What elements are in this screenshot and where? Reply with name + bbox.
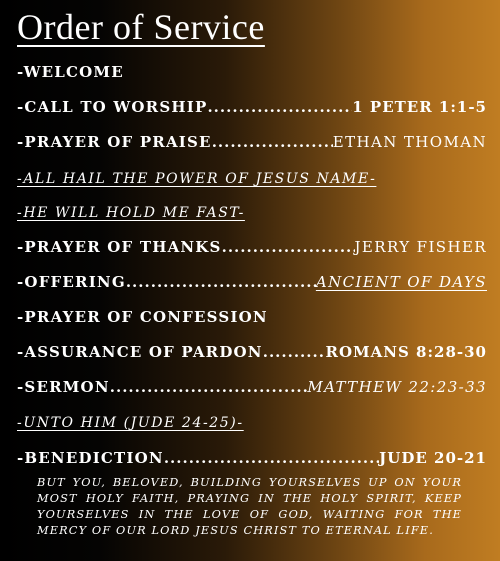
- song-unto-him: -UNTO HIM (JUDE 24-25)-: [17, 415, 244, 431]
- dot-leader: [110, 378, 308, 396]
- offering-song: ANCIENT OF DAYS: [315, 273, 487, 291]
- dot-leader: [126, 273, 316, 291]
- service-item-label: -WELCOME: [17, 63, 124, 81]
- service-item-call-to-worship: [17, 98, 487, 122]
- service-item-label: -PRAYER OF THANKS: [17, 238, 222, 256]
- service-item-label: -SERMON: [17, 378, 110, 396]
- service-item-label: -PRAYER OF CONFESSION: [17, 308, 268, 326]
- leader-name: ETHAN THOMAN: [332, 133, 487, 151]
- service-item-label: -PRAYER OF PRAISE: [17, 133, 212, 151]
- service-item-prayer-of-praise: [17, 133, 487, 157]
- dot-leader: [207, 98, 352, 116]
- service-item-assurance-of-pardon: [17, 343, 487, 367]
- service-item-label: -BENEDICTION: [17, 449, 164, 467]
- service-item-prayer-of-confession: [17, 308, 487, 332]
- dot-leader: [222, 238, 355, 256]
- dot-leader: [212, 133, 333, 151]
- dot-leader: [263, 343, 326, 361]
- service-item-welcome: [17, 63, 487, 87]
- service-item-label: -CALL TO WORSHIP: [17, 98, 208, 116]
- service-item-label: -OFFERING: [17, 273, 126, 291]
- service-item-benediction: [17, 449, 487, 473]
- leader-name: JERRY FISHER: [354, 238, 487, 256]
- page-title: Order of Service: [17, 7, 265, 47]
- dot-leader: [164, 449, 379, 467]
- service-item-prayer-of-thanks: [17, 238, 487, 262]
- scripture-reference: ROMANS 8:28-30: [325, 343, 487, 361]
- scripture-reference: 1 PETER 1:1-5: [352, 98, 487, 116]
- sermon-text-reference: MATTHEW 22:23-33: [307, 378, 487, 396]
- scripture-reference: JUDE 20-21: [379, 449, 487, 467]
- song-all-hail: -ALL HAIL THE POWER OF JESUS NAME-: [17, 171, 377, 187]
- service-item-label: -ASSURANCE OF PARDON: [17, 343, 263, 361]
- service-item-offering: [17, 273, 487, 297]
- service-item-sermon: [17, 378, 487, 402]
- benediction-text: BUT YOU, BELOVED, BUILDING YOURSELVES UP ON YOUR MOST HOLY FAITH, PRAYING IN THE HOLY SPIRIT, KEEP YOURSELVES IN THE LOVE OF GOD, WAITING FOR THE MERCY OF OUR LORD JESUS CHRIST TO ETERNAL LIFE.: [37, 476, 462, 537]
- song-he-will-hold-me-fast: -HE WILL HOLD ME FAST-: [17, 205, 245, 221]
